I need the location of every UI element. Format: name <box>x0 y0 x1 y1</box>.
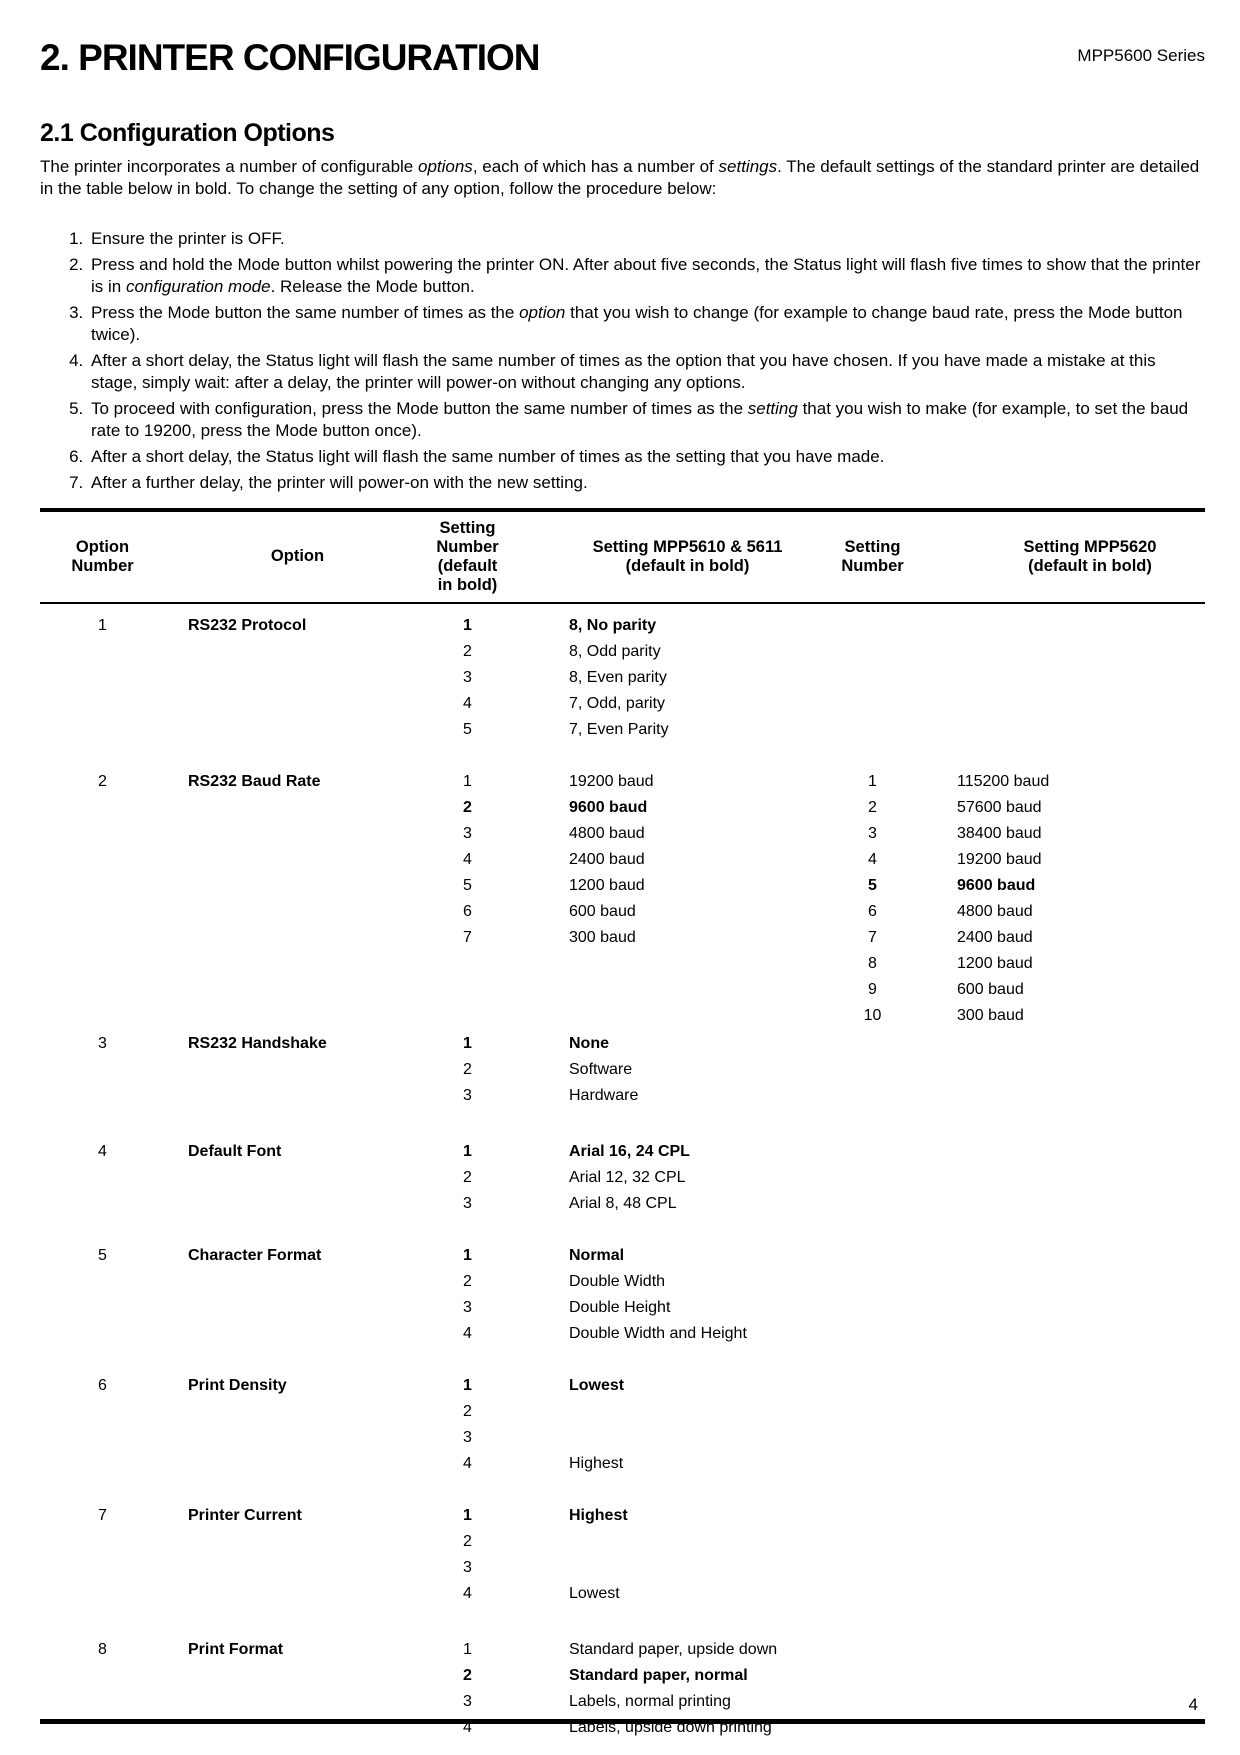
bottom-rule <box>40 1719 1205 1724</box>
setting-number-cell-5610 <box>430 1503 505 1607</box>
setting-label-cell-5620 <box>905 613 1205 743</box>
setting-number: 4 <box>463 694 472 712</box>
column-header-line: Setting <box>844 537 901 556</box>
config-option-row <box>40 1373 1205 1477</box>
setting-label: 1200 baud <box>569 876 645 894</box>
setting-number: 7 <box>868 928 877 946</box>
table-header-row <box>40 512 1205 604</box>
procedure-step <box>88 254 1205 298</box>
setting-number: 7 <box>463 928 472 946</box>
section-title: 2.1 Configuration Options <box>40 118 335 147</box>
series-label: MPP5600 Series <box>1077 46 1205 65</box>
setting-label: Highest <box>569 1454 624 1472</box>
setting-number-cell-5620 <box>840 1637 905 1741</box>
setting-label-cell-5620 <box>905 1503 1205 1607</box>
setting-label-cell-5610 <box>505 1373 840 1477</box>
setting-label-cell-5610 <box>505 1503 840 1607</box>
setting-number-cell-5620 <box>840 1503 905 1607</box>
setting-label-cell-5620 <box>905 1637 1205 1741</box>
setting-label <box>569 1529 840 1555</box>
setting-number-cell-5620 <box>840 1031 905 1109</box>
setting-number-cell-5610 <box>430 769 505 1029</box>
setting-label: None <box>569 1034 609 1052</box>
setting-label: Double Height <box>569 1298 671 1316</box>
setting-number-cell-5610 <box>430 1031 505 1109</box>
procedure-step <box>88 350 1205 394</box>
emphasized-text: option <box>519 302 566 322</box>
setting-label: 8, Even parity <box>569 668 667 686</box>
setting-number: 1 <box>463 772 472 790</box>
column-header-line: (default in bold) <box>437 556 498 594</box>
option-name-cell: Printer Current <box>188 1506 302 1524</box>
setting-label-cell-5620 <box>905 1373 1205 1477</box>
setting-number: 4 <box>463 1584 472 1602</box>
config-option-row <box>40 1243 1205 1347</box>
setting-number: 1 <box>463 1246 472 1264</box>
setting-label-cell-5610 <box>505 1139 840 1217</box>
emphasized-text: settings <box>718 156 778 176</box>
setting-number: 3 <box>463 1428 472 1446</box>
page-header <box>40 38 1205 79</box>
setting-label <box>569 1425 840 1451</box>
setting-number-cell-5610 <box>430 1373 505 1477</box>
setting-label: 38400 baud <box>957 824 1042 842</box>
setting-label-cell-5610 <box>505 769 840 1029</box>
setting-number: 1 <box>463 1506 472 1524</box>
config-option-row <box>40 769 1205 1029</box>
column-header <box>40 538 165 576</box>
setting-label: Highest <box>569 1506 628 1524</box>
option-number-cell: 2 <box>98 772 107 790</box>
setting-label <box>569 1399 840 1425</box>
setting-label: 8, No parity <box>569 616 657 634</box>
setting-number: 5 <box>868 876 877 894</box>
setting-label: 1200 baud <box>957 954 1033 972</box>
setting-label <box>569 1555 840 1581</box>
config-option-row <box>40 1031 1205 1109</box>
setting-number: 4 <box>463 1454 472 1472</box>
config-option-row <box>40 613 1205 743</box>
text-segment: , each of which has a number of <box>472 156 719 176</box>
setting-number: 1 <box>463 616 472 634</box>
setting-number: 3 <box>868 824 877 842</box>
text-segment: Ensure the printer is OFF. <box>91 228 285 248</box>
setting-number: 8 <box>868 954 877 972</box>
setting-label: Double Width <box>569 1272 666 1290</box>
setting-number: 4 <box>463 1324 472 1342</box>
setting-number-cell-5610 <box>430 613 505 743</box>
column-header <box>505 538 840 576</box>
setting-number: 5 <box>463 720 472 738</box>
setting-label-cell-5620 <box>905 1243 1205 1347</box>
setting-label: Normal <box>569 1246 625 1264</box>
text-segment: To proceed with configuration, press the Mode button the same number of times as the <box>91 398 748 418</box>
setting-label: Lowest <box>569 1376 625 1394</box>
setting-label: Standard paper, upside down <box>569 1640 778 1658</box>
setting-number-cell-5620 <box>840 1373 905 1477</box>
setting-label: 7, Odd, parity <box>569 694 666 712</box>
setting-number: 4 <box>463 850 472 868</box>
option-number-cell: 8 <box>98 1640 107 1658</box>
setting-number: 9 <box>868 980 877 998</box>
option-name-cell: Character Format <box>188 1246 322 1264</box>
setting-number-cell-5610 <box>430 1243 505 1347</box>
column-header-line: Option <box>270 547 325 566</box>
column-header-line: Setting MPP5610 & 5611 <box>592 537 783 556</box>
setting-label: Double Width and Height <box>569 1324 747 1342</box>
setting-number: 2 <box>463 1168 472 1186</box>
setting-label: 7, Even Parity <box>569 720 669 738</box>
setting-number: 3 <box>463 1086 472 1104</box>
setting-number-cell-5620 <box>840 1243 905 1347</box>
setting-label: Arial 16, 24 CPL <box>569 1142 690 1160</box>
setting-number: 2 <box>463 642 472 660</box>
option-number-cell: 3 <box>98 1034 107 1052</box>
setting-label: Labels, upside down printing <box>569 1718 772 1736</box>
setting-number: 2 <box>868 798 877 816</box>
option-number-cell: 1 <box>98 616 107 634</box>
setting-number: 2 <box>463 1060 472 1078</box>
setting-number: 1 <box>868 772 877 790</box>
option-name-cell: Default Font <box>188 1142 282 1160</box>
setting-number-cell-5610 <box>430 1637 505 1741</box>
setting-number: 3 <box>463 824 472 842</box>
setting-number-cell-5620 <box>840 1139 905 1217</box>
table-body <box>40 604 1205 1741</box>
setting-label-cell-5620 <box>905 769 1205 1029</box>
procedure-step <box>88 398 1205 442</box>
setting-number: 2 <box>463 1666 472 1684</box>
setting-number: 10 <box>863 1006 882 1024</box>
option-name-cell: Print Density <box>188 1376 287 1394</box>
emphasized-text: configuration mode <box>125 276 271 296</box>
option-number-cell: 7 <box>98 1506 107 1524</box>
text-segment: After a short delay, the Status light will flash the same number of times as the setting that you have made. <box>91 446 885 466</box>
text-segment: . The default settings of the standard printer are detailed in the table below in bold. To change the setting of any option, follow the procedure below: <box>40 156 1200 198</box>
setting-label: 9600 baud <box>569 798 648 816</box>
procedure-step <box>88 228 1205 250</box>
setting-label: 115200 baud <box>957 772 1050 790</box>
page-title: 2. PRINTER CONFIGURATION <box>40 37 540 78</box>
option-name-cell: RS232 Handshake <box>188 1034 327 1052</box>
setting-number: 3 <box>463 668 472 686</box>
setting-label-cell-5620 <box>905 1139 1205 1217</box>
setting-label-cell-5620 <box>905 1031 1205 1109</box>
configuration-table <box>40 508 1205 1741</box>
setting-label: Arial 8, 48 CPL <box>569 1194 677 1212</box>
setting-label: 600 baud <box>569 902 636 920</box>
setting-label: 57600 baud <box>957 798 1042 816</box>
setting-label-cell-5610 <box>505 613 840 743</box>
setting-label-cell-5610 <box>505 1637 840 1741</box>
setting-number: 2 <box>463 1402 472 1420</box>
setting-number-cell-5620 <box>840 613 905 743</box>
setting-label: Lowest <box>569 1584 620 1602</box>
setting-number: 2 <box>463 1532 472 1550</box>
setting-label-cell-5610 <box>505 1031 840 1109</box>
setting-label: 2400 baud <box>569 850 645 868</box>
setting-number: 5 <box>463 876 472 894</box>
setting-number: 3 <box>463 1194 472 1212</box>
setting-label: 600 baud <box>957 980 1024 998</box>
config-option-row <box>40 1503 1205 1607</box>
text-segment: The printer incorporates a number of configurable <box>40 156 418 176</box>
setting-number: 4 <box>868 850 877 868</box>
text-segment: After a further delay, the printer will power-on with the new setting. <box>91 472 588 492</box>
procedure-step <box>88 302 1205 346</box>
setting-label: 8, Odd parity <box>569 642 661 660</box>
column-header <box>840 538 905 576</box>
intro-paragraph <box>40 156 1205 200</box>
text-segment: Press and hold the Mode button whilst powering the printer ON. After about five seconds, the Status light will flash five times to show that the printer is in <box>91 254 1201 296</box>
setting-label: 19200 baud <box>957 850 1042 868</box>
option-number-cell: 6 <box>98 1376 107 1394</box>
column-header-line: Option <box>75 537 130 556</box>
setting-label: Standard paper, normal <box>569 1666 748 1684</box>
setting-number: 1 <box>463 1142 472 1160</box>
setting-label: 300 baud <box>569 928 636 946</box>
config-option-row <box>40 1139 1205 1217</box>
setting-number-cell-5610 <box>430 1139 505 1217</box>
setting-label: 9600 baud <box>957 876 1036 894</box>
option-number-cell: 4 <box>98 1142 107 1160</box>
setting-label: 300 baud <box>957 1006 1024 1024</box>
text-segment: that you wish to change (for example to change baud rate, press the Mode button twice). <box>91 302 1183 344</box>
text-segment: that you wish to make (for example, to set the baud rate to 19200, press the Mode button once). <box>91 398 1189 440</box>
option-name-cell: RS232 Baud Rate <box>188 772 321 790</box>
text-segment: Press the Mode button the same number of times as the <box>91 302 520 322</box>
setting-label-cell-5610 <box>505 1243 840 1347</box>
setting-number: 4 <box>463 1718 472 1736</box>
column-header-line: Setting Number <box>436 518 499 556</box>
setting-number: 3 <box>463 1692 472 1710</box>
text-segment: . Release the Mode button. <box>270 276 475 296</box>
setting-number: 3 <box>463 1558 472 1576</box>
option-number-cell: 5 <box>98 1246 107 1264</box>
setting-label: Arial 12, 32 CPL <box>569 1168 686 1186</box>
column-header-line: (default in bold) <box>625 556 750 575</box>
option-name-cell: RS232 Protocol <box>188 616 307 634</box>
setting-number: 1 <box>463 1034 472 1052</box>
column-header <box>905 538 1205 576</box>
setting-number: 2 <box>463 1272 472 1290</box>
setting-label: Labels, normal printing <box>569 1692 731 1710</box>
setting-label: Software <box>569 1060 633 1078</box>
setting-label: 19200 baud <box>569 772 654 790</box>
procedure-step <box>88 446 1205 468</box>
setting-number: 3 <box>463 1298 472 1316</box>
config-option-row <box>40 1637 1205 1741</box>
emphasized-text: setting <box>747 398 798 418</box>
procedure-step <box>88 472 1205 494</box>
column-header-line: Number <box>71 556 134 575</box>
column-header <box>165 547 430 566</box>
setting-number: 6 <box>868 902 877 920</box>
column-header-line: Number <box>841 556 904 575</box>
setting-label: 4800 baud <box>569 824 645 842</box>
setting-number: 1 <box>463 1376 472 1394</box>
setting-number: 6 <box>463 902 472 920</box>
column-header-line: (default in bold) <box>1028 556 1152 575</box>
emphasized-text: options <box>417 156 473 176</box>
column-header-line: Setting MPP5620 <box>1023 537 1157 556</box>
procedure-list <box>40 228 1205 494</box>
setting-number: 2 <box>463 798 472 816</box>
setting-label: Hardware <box>569 1086 639 1104</box>
setting-label: 4800 baud <box>957 902 1033 920</box>
column-header <box>430 519 505 595</box>
setting-label: 2400 baud <box>957 928 1033 946</box>
option-name-cell: Print Format <box>188 1640 284 1658</box>
page-number: 4 <box>1188 1695 1198 1714</box>
text-segment: After a short delay, the Status light will flash the same number of times as the option that you have chosen. If you have made a mistake at this stage, simply wait: after a delay, the printer will power-on without changing any options. <box>91 350 1156 392</box>
setting-number-cell-5620 <box>840 769 905 1029</box>
setting-number: 1 <box>463 1640 472 1658</box>
